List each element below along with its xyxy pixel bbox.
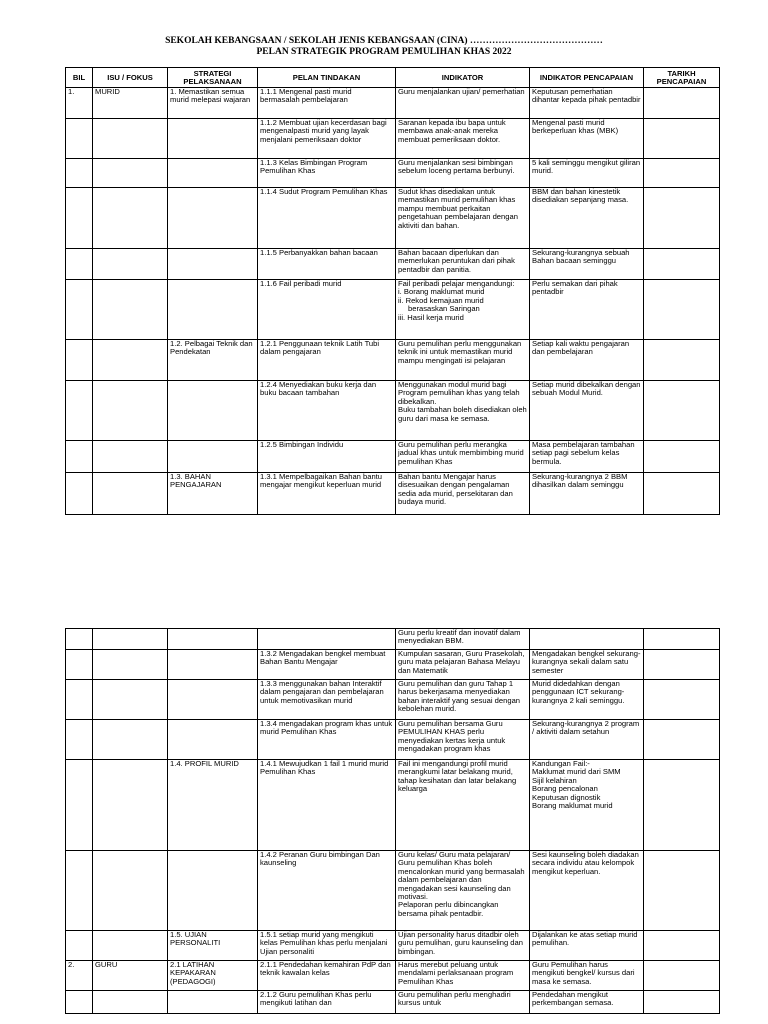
- cell-pelan: 1.1.2 Membuat ujian kecerdasan bagi mengenalpasti murid yang layak menjalani pemeriksaan doktor: [258, 119, 396, 159]
- col-header-pencapaian: INDIKATOR PENCAPAIAN: [530, 68, 644, 88]
- cell-pencapaian: Masa pembelajaran tambahan setiap pagi sebelum kelas bermula.: [530, 441, 644, 473]
- cell-strategi: 2.1 LATIHAN KEPAKARAN (PEDAGOGI): [168, 961, 258, 991]
- col-header-strategi: STRATEGI PELAKSANAAN: [168, 68, 258, 88]
- indikator-text: Pelaporan perlu dibincangkan bersama pihak pentadbir.: [398, 900, 499, 918]
- table-row: [66, 249, 720, 280]
- list-item: iii. Hasil kerja murid: [398, 312, 464, 322]
- col-header-pelan: PELAN TINDAKAN: [258, 68, 396, 88]
- cell-pencapaian: Pendedahan mengikut perkembangan semasa.: [530, 991, 644, 1014]
- cell-pelan: 1.4.1 Mewujudkan 1 fail 1 murid murid Pemulihan Khas: [258, 760, 396, 851]
- table-row: [66, 680, 720, 720]
- list-item: ii. Rekod kemajuan murid: [398, 295, 484, 305]
- cell-pencapaian: Guru Pemulihan harus mengikuti bengkel/ kursus dari masa ke semasa.: [530, 961, 644, 991]
- list-item: Keputusan dignostik: [532, 792, 601, 802]
- cell-pencapaian: BBM dan bahan kinestetik disediakan sepanjang masa.: [530, 188, 644, 249]
- cell-indikator: Guru pemulihan bersama Guru PEMULIHAN KHAS perlu menyediakan kertas kerja untuk mengadakan program khas: [396, 720, 530, 760]
- cell-pelan: 2.1.2 Guru pemulihan Khas perlu mengikuti latihan dan: [258, 991, 396, 1014]
- cell-pencapaian: Setiap kali waktu pengajaran dan pembelajaran: [530, 340, 644, 381]
- cell-indikator: Ujian personality harus ditadbir oleh guru pemulihan, guru kaunseling dan bimbingan.: [396, 931, 530, 961]
- cell-indikator: [396, 381, 530, 441]
- indikator-text: Guru kelas/ Guru mata pelajaran/ Guru pemulihan Khas boleh mencalonkan murid yang bermasalah dalam pembelajaran dan mengadakan sesi kaunseling dan motivasi.: [398, 850, 525, 902]
- cell-pelan: 1.3.2 Mengadakan bengkel membuat Bahan Bantu Mengajar: [258, 650, 396, 680]
- cell-pencapaian: Keputusan pemerhatian dihantar kepada pihak pentadbir: [530, 88, 644, 119]
- table-row: [66, 88, 720, 119]
- list-item: Kandungan Fail:-: [532, 759, 590, 768]
- cell-indikator: Guru pemulihan perlu menghadiri kursus untuk: [396, 991, 530, 1014]
- cell-indikator: Sudut khas disediakan untuk memastikan murid pemulihan khas mampu membuat perkaitan pengetahuan pembelajaran dengan aktiviti dan bahan.: [396, 188, 530, 249]
- cell-indikator: Guru menjalankan ujian/ pemerhatian: [396, 88, 530, 119]
- cell-pelan: 1.1.1 Mengenal pasti murid bermasalah pembelajaran: [258, 88, 396, 119]
- col-header-isu: ISU / FOKUS: [93, 68, 168, 88]
- cell-indikator: Guru menjalankan sesi bimbingan sebelum loceng pertama berbunyi.: [396, 159, 530, 188]
- col-header-indikator: INDIKATOR: [396, 68, 530, 88]
- cell-strategi: 1. Memastikan semua murid melepasi wajaran: [168, 88, 258, 119]
- table-row: [66, 760, 720, 851]
- cell-strategi: 1.2. Pelbagai Teknik dan Pendekatan: [168, 340, 258, 381]
- cell-indikator: Guru pemulihan dan guru Tahap 1 harus bekerjasama menyediakan bahan interaktif yang sesuai dengan kebolehan murid.: [396, 680, 530, 720]
- cell-pencapaian: Setiap murid dibekalkan dengan sebuah Modul Murid.: [530, 381, 644, 441]
- list-item: i. Borang maklumat murid: [398, 287, 485, 297]
- cell-pelan: 1.1.4 Sudut Program Pemulihan Khas: [258, 188, 396, 249]
- cell-pelan: 1.5.1 setiap murid yang mengikuti kelas Pemulihan khas perlu menjalani Ujian personaliti: [258, 931, 396, 961]
- cell-pencapaian: Murid didedahkan dengan penggunaan ICT sekurang-kurangnya 2 kali seminggu.: [530, 680, 644, 720]
- list-item: Maklumat murid dari SMM: [532, 767, 621, 777]
- table-row: [66, 119, 720, 159]
- cell-pelan: 1.4.2 Peranan Guru bimbingan Dan kaunseling: [258, 851, 396, 931]
- cell-pelan: 1.1.3 Kelas Bimbingan Program Pemulihan Khas: [258, 159, 396, 188]
- cell-strategi: 1.3. BAHAN PENGAJARAN: [168, 473, 258, 515]
- cell-pelan: 2.1.1 Pendedahan kemahiran PdP dan teknik kawalan kelas: [258, 961, 396, 991]
- document-heading-title: PELAN STRATEGIK PROGRAM PEMULIHAN KHAS 2022: [256, 47, 512, 57]
- cell-indikator: Kumpulan sasaran, Guru Prasekolah, guru mata pelajaran Bahasa Melayu dan Matematik: [396, 650, 530, 680]
- table-row: [66, 381, 720, 441]
- cell-indikator: [396, 280, 530, 340]
- cell-indikator: Guru pemulihan perlu menggunakan teknik ini untuk memastikan murid mampu mengingati isi pelajaran: [396, 340, 530, 381]
- cell-pencapaian: Mengenal pasti murid berkeperluan khas (MBK): [530, 119, 644, 159]
- cell-indikator: Bahan bacaan diperlukan dan memerlukan peruntukan dari pihak pentadbir dan panitia.: [396, 249, 530, 280]
- table-row: [66, 159, 720, 188]
- cell-isu: GURU: [93, 961, 168, 991]
- col-header-tarikh: TARIKH PENCAPAIAN: [644, 68, 720, 88]
- cell-pencapaian: Sekurang-kurangnya 2 BBM dihasilkan dalam seminggu: [530, 473, 644, 515]
- table-row: [66, 851, 720, 931]
- table-row: [66, 650, 720, 680]
- table-row: [66, 188, 720, 249]
- cell-pelan: 1.3.1 Mempelbagaikan Bahan bantu mengajar mengikut keperluan murid: [258, 473, 396, 515]
- cell-pencapaian: Dijalankan ke atas setiap murid pemulihan.: [530, 931, 644, 961]
- table-row: [66, 931, 720, 961]
- table-row: [66, 991, 720, 1014]
- cell-pelan: 1.2.1 Penggunaan teknik Latih Tubi dalam pengajaran: [258, 340, 396, 381]
- plan-table-page-2: [65, 628, 720, 1014]
- indikator-text: Menggunakan modul murid bagi Program pemulihan khas yang telah dibekalkan.: [398, 380, 520, 406]
- cell-indikator: [396, 851, 530, 931]
- list-item: Sijil kelahiran: [532, 775, 577, 785]
- cell-indikator: Saranan kepada ibu bapa untuk membawa anak-anak mereka membuat pemeriksaan doktor.: [396, 119, 530, 159]
- cell-bil: 1.: [66, 88, 93, 119]
- cell-pencapaian: Sesi kaunseling boleh diadakan secara individu atau kelompok mengikut keperluan.: [530, 851, 644, 931]
- list-item: Borang pencalonan: [532, 784, 598, 794]
- table-row: [66, 280, 720, 340]
- cell-pelan: 1.3.4 mengadakan program khas untuk murid Pemulihan Khas: [258, 720, 396, 760]
- cell-pencapaian: 5 kali seminggu mengikut giliran murid.: [530, 159, 644, 188]
- plan-table-page-1: [65, 67, 720, 515]
- table-row: [66, 720, 720, 760]
- document-heading-school: SEKOLAH KEBANGSAAN / SEKOLAH JENIS KEBANGSAAN (CINA) ……………………………………: [165, 36, 603, 46]
- cell-bil: 2.: [66, 961, 93, 991]
- cell-pelan: 1.3.3 menggunakan bahan Interaktif dalam pengajaran dan pembelajaran untuk memotivasikan murid: [258, 680, 396, 720]
- table-row: [66, 441, 720, 473]
- cell-pelan: 1.2.5 Bimbingan Individu: [258, 441, 396, 473]
- indikator-intro: Fail peribadi pelajar mengandungi:: [398, 279, 515, 288]
- table-row: [66, 961, 720, 991]
- table-header-row: [66, 68, 720, 88]
- table-row: [66, 629, 720, 650]
- cell-indikator: Harus merebut peluang untuk mendalami perlaksanaan program Pemulihan Khas: [396, 961, 530, 991]
- cell-tarikh: [644, 88, 720, 119]
- table-row: [66, 473, 720, 515]
- cell-indikator: Guru perlu kreatif dan inovatif dalam menyediakan BBM.: [396, 629, 530, 650]
- cell-pencapaian: Sekurang-kurangnya 2 program / aktiviti dalam setahun: [530, 720, 644, 760]
- cell-pelan: 1.1.5 Perbanyakkan bahan bacaan: [258, 249, 396, 280]
- list-item: Borang maklumat murid: [532, 801, 613, 811]
- cell-pencapaian: Sekurang-kurangnya sebuah Bahan bacaan seminggu: [530, 249, 644, 280]
- cell-pencapaian: Mengadakan bengkel sekurang-kurangnya sekali dalam satu semester: [530, 650, 644, 680]
- cell-indikator: Bahan bantu Mengajar harus disesuaikan dengan pengalaman sedia ada murid, persekitaran dan budaya murid.: [396, 473, 530, 515]
- col-header-bil: BIL: [66, 68, 93, 88]
- cell-pencapaian: [530, 760, 644, 851]
- cell-pelan: 1.2.4 Menyediakan buku kerja dan buku bacaan tambahan: [258, 381, 396, 441]
- cell-strategi: 1.5. UJIAN PERSONALITI: [168, 931, 258, 961]
- cell-pencapaian: Perlu semakan dari pihak pentadbir: [530, 280, 644, 340]
- cell-indikator: Fail ini mengandungi profil murid merangkumi latar belakang murid, tahap kesihatan dan latar belakang keluarga: [396, 760, 530, 851]
- list-item: berasaskan Saringan: [408, 304, 480, 314]
- cell-indikator: Guru pemulihan perlu merangka jadual khas untuk membimbing murid pemulihan Khas: [396, 441, 530, 473]
- indikator-text: Buku tambahan boleh disediakan oleh guru dari masa ke semasa.: [398, 405, 527, 423]
- cell-pelan: 1.1.6 Fail peribadi murid: [258, 280, 396, 340]
- cell-isu: MURID: [93, 88, 168, 119]
- table-row: [66, 340, 720, 381]
- cell-strategi: 1.4. PROFIL MURID: [168, 760, 258, 851]
